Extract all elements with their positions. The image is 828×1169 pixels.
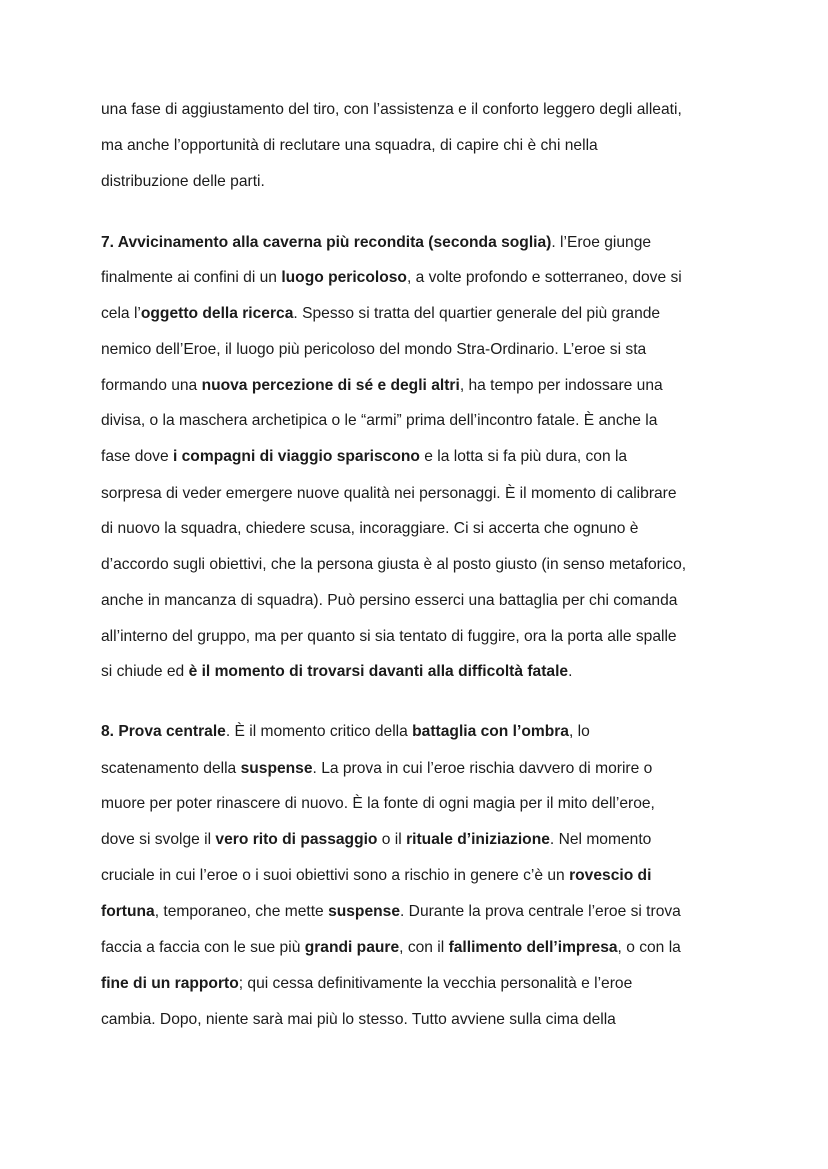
bold-text: battaglia con l’ombra (412, 723, 569, 740)
bold-text: fortuna (101, 903, 155, 920)
bold-text: vero rito di passaggio (215, 831, 378, 848)
text-line: si chiude ed è il momento di trovarsi davanti alla difficoltà fatale. (101, 663, 573, 680)
text-line: all’interno del gruppo, ma per quanto si sia tentato di fuggire, ora la porta alle spalle (101, 628, 677, 645)
text-line: muore per poter rinascere di nuovo. È la fonte di ogni magia per il mito dell’eroe, (101, 795, 655, 812)
section-7-heading-line: 7. Avvicinamento alla caverna più recondita (seconda soglia). l’Eroe giunge (101, 234, 652, 251)
bold-text: fine di un rapporto (101, 975, 239, 992)
bold-text: oggetto della ricerca (140, 305, 294, 322)
bold-text: 8. Prova centrale (101, 723, 226, 740)
text-line: distribuzione delle parti. (101, 173, 265, 190)
text-line: fortuna, temporaneo, che mette suspense. Durante la prova centrale l’eroe si trova (101, 903, 681, 920)
bold-text: suspense (240, 760, 313, 777)
text-line: sorpresa di veder emergere nuove qualità nei personaggi. È il momento di calibrare (101, 485, 677, 502)
bold-text: nuova percezione di sé e degli altri (201, 377, 460, 394)
text-line: fine di un rapporto; qui cessa definitivamente la vecchia personalità e l’eroe (101, 975, 633, 992)
section-8-heading-line: 8. Prova centrale. È il momento critico della battaglia con l’ombra, lo (101, 723, 590, 740)
bold-text: 7. Avvicinamento alla caverna più recondita (seconda soglia) (101, 234, 552, 251)
bold-text: fallimento dell’impresa (448, 939, 618, 956)
text-line: fase dove i compagni di viaggio spariscono e la lotta si fa più dura, con la (101, 448, 628, 465)
text-line: ma anche l’opportunità di reclutare una squadra, di capire chi è chi nella (101, 137, 598, 154)
text-line: finalmente ai confini di un luogo pericoloso, a volte profondo e sotterraneo, dove si (101, 269, 682, 286)
bold-text: rituale d’iniziazione (406, 831, 550, 848)
text-line: anche in mancanza di squadra). Può persino esserci una battaglia per chi comanda (101, 592, 678, 609)
text-line: cela l’oggetto della ricerca. Spesso si tratta del quartier generale del più grande (101, 305, 661, 322)
text-line: una fase di aggiustamento del tiro, con l’assistenza e il conforto leggero degli alleati, (101, 101, 682, 118)
text-line: faccia a faccia con le sue più grandi paure, con il fallimento dell’impresa, o con la (101, 939, 681, 956)
bold-text: grandi paure (304, 939, 400, 956)
text-line: dove si svolge il vero rito di passaggio o il rituale d’iniziazione. Nel momento (101, 831, 652, 848)
text-line: formando una nuova percezione di sé e degli altri, ha tempo per indossare una (101, 377, 663, 394)
text-line: cambia. Dopo, niente sarà mai più lo stesso. Tutto avviene sulla cima della (101, 1011, 616, 1028)
bold-text: è il momento di trovarsi davanti alla difficoltà fatale (188, 663, 569, 680)
text-line: scatenamento della suspense. La prova in cui l’eroe rischia davvero di morire o (101, 760, 653, 777)
text-line: di nuovo la squadra, chiedere scusa, incoraggiare. Ci si accerta che ognuno è (101, 520, 639, 537)
bold-text: luogo pericoloso (281, 269, 407, 286)
text-line: d’accordo sugli obiettivi, che la persona giusta è al posto giusto (in senso metaforico, (101, 556, 687, 573)
text-line: nemico dell’Eroe, il luogo più pericoloso del mondo Stra-Ordinario. L’eroe si sta (101, 341, 647, 358)
text-line: cruciale in cui l’eroe o i suoi obiettivi sono a rischio in genere c’è un rovescio di (101, 867, 652, 884)
bold-text: suspense (328, 903, 401, 920)
text-line: divisa, o la maschera archetipica o le “armi” prima dell’incontro fatale. È anche la (101, 412, 658, 429)
bold-text: rovescio di (569, 867, 652, 884)
bold-text: i compagni di viaggio spariscono (172, 448, 420, 465)
